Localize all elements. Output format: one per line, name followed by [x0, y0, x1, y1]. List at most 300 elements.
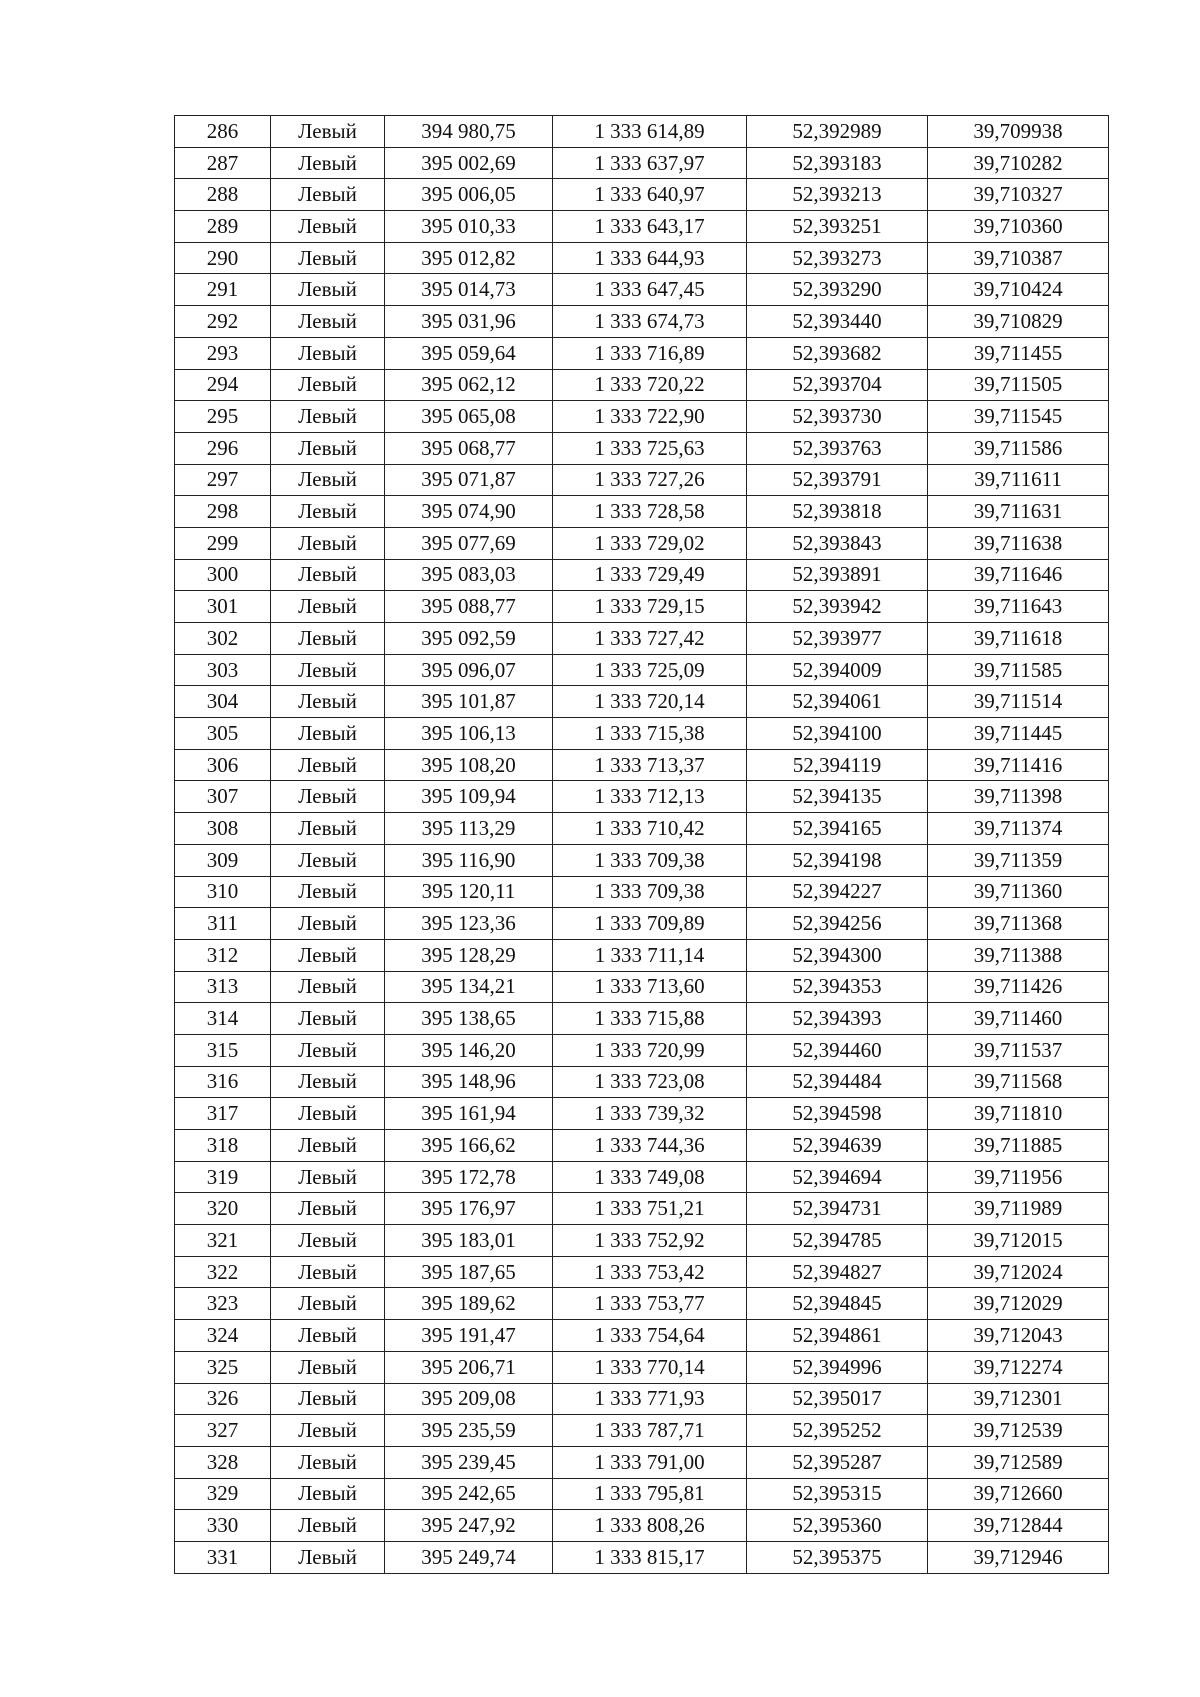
longitude-cell: 39,712301 [928, 1383, 1109, 1415]
y-coordinate-cell: 1 333 728,58 [553, 496, 747, 528]
point-number-cell: 293 [175, 337, 271, 369]
side-cell: Левый [271, 939, 385, 971]
y-coordinate-cell: 1 333 739,32 [553, 1098, 747, 1130]
longitude-cell: 39,711885 [928, 1130, 1109, 1162]
longitude-cell: 39,712844 [928, 1510, 1109, 1542]
x-coordinate-cell: 395 012,82 [385, 242, 553, 274]
latitude-cell: 52,393791 [747, 464, 928, 496]
y-coordinate-cell: 1 333 614,89 [553, 116, 747, 148]
point-number-cell: 297 [175, 464, 271, 496]
point-number-cell: 309 [175, 844, 271, 876]
table-row [175, 1478, 1109, 1510]
longitude-cell: 39,711359 [928, 844, 1109, 876]
y-coordinate-cell: 1 333 709,38 [553, 876, 747, 908]
longitude-cell: 39,712539 [928, 1415, 1109, 1447]
x-coordinate-cell: 395 183,01 [385, 1225, 553, 1257]
side-cell: Левый [271, 432, 385, 464]
latitude-cell: 52,393704 [747, 369, 928, 401]
side-cell: Левый [271, 369, 385, 401]
table-row [175, 939, 1109, 971]
y-coordinate-cell: 1 333 725,09 [553, 654, 747, 686]
x-coordinate-cell: 395 113,29 [385, 813, 553, 845]
x-coordinate-cell: 395 002,69 [385, 147, 553, 179]
x-coordinate-cell: 395 092,59 [385, 623, 553, 655]
side-cell: Левый [271, 401, 385, 433]
point-number-cell: 312 [175, 939, 271, 971]
longitude-cell: 39,710360 [928, 211, 1109, 243]
longitude-cell: 39,711505 [928, 369, 1109, 401]
table-row [175, 116, 1109, 148]
table-row [175, 1320, 1109, 1352]
latitude-cell: 52,392989 [747, 116, 928, 148]
table-row [175, 1193, 1109, 1225]
latitude-cell: 52,393763 [747, 432, 928, 464]
table-row [175, 1098, 1109, 1130]
point-number-cell: 313 [175, 971, 271, 1003]
table-row [175, 432, 1109, 464]
table-row [175, 623, 1109, 655]
side-cell: Левый [271, 1510, 385, 1542]
longitude-cell: 39,711460 [928, 1003, 1109, 1035]
table-row [175, 718, 1109, 750]
y-coordinate-cell: 1 333 787,71 [553, 1415, 747, 1447]
longitude-cell: 39,712660 [928, 1478, 1109, 1510]
longitude-cell: 39,711388 [928, 939, 1109, 971]
latitude-cell: 52,395360 [747, 1510, 928, 1542]
x-coordinate-cell: 395 134,21 [385, 971, 553, 1003]
longitude-cell: 39,710282 [928, 147, 1109, 179]
table-row [175, 179, 1109, 211]
x-coordinate-cell: 395 242,65 [385, 1478, 553, 1510]
y-coordinate-cell: 1 333 710,42 [553, 813, 747, 845]
table-row [175, 844, 1109, 876]
point-number-cell: 329 [175, 1478, 271, 1510]
y-coordinate-cell: 1 333 791,00 [553, 1446, 747, 1478]
longitude-cell: 39,712946 [928, 1541, 1109, 1573]
x-coordinate-cell: 395 247,92 [385, 1510, 553, 1542]
point-number-cell: 323 [175, 1288, 271, 1320]
latitude-cell: 52,394227 [747, 876, 928, 908]
table-row [175, 147, 1109, 179]
latitude-cell: 52,393891 [747, 559, 928, 591]
coordinates-table-body [175, 116, 1109, 1574]
y-coordinate-cell: 1 333 727,26 [553, 464, 747, 496]
latitude-cell: 52,394393 [747, 1003, 928, 1035]
coordinates-table [174, 115, 1109, 1574]
table-row [175, 876, 1109, 908]
table-row [175, 211, 1109, 243]
y-coordinate-cell: 1 333 712,13 [553, 781, 747, 813]
point-number-cell: 330 [175, 1510, 271, 1542]
y-coordinate-cell: 1 333 720,99 [553, 1034, 747, 1066]
side-cell: Левый [271, 1066, 385, 1098]
longitude-cell: 39,711646 [928, 559, 1109, 591]
latitude-cell: 52,394061 [747, 686, 928, 718]
point-number-cell: 326 [175, 1383, 271, 1415]
side-cell: Левый [271, 1351, 385, 1383]
x-coordinate-cell: 395 172,78 [385, 1161, 553, 1193]
longitude-cell: 39,711545 [928, 401, 1109, 433]
x-coordinate-cell: 395 065,08 [385, 401, 553, 433]
longitude-cell: 39,711618 [928, 623, 1109, 655]
latitude-cell: 52,395017 [747, 1383, 928, 1415]
longitude-cell: 39,711514 [928, 686, 1109, 718]
latitude-cell: 52,394300 [747, 939, 928, 971]
side-cell: Левый [271, 337, 385, 369]
longitude-cell: 39,712043 [928, 1320, 1109, 1352]
side-cell: Левый [271, 654, 385, 686]
y-coordinate-cell: 1 333 674,73 [553, 306, 747, 338]
latitude-cell: 52,395375 [747, 1541, 928, 1573]
x-coordinate-cell: 395 106,13 [385, 718, 553, 750]
y-coordinate-cell: 1 333 729,15 [553, 591, 747, 623]
point-number-cell: 294 [175, 369, 271, 401]
side-cell: Левый [271, 1415, 385, 1447]
side-cell: Левый [271, 1003, 385, 1035]
y-coordinate-cell: 1 333 727,42 [553, 623, 747, 655]
longitude-cell: 39,712274 [928, 1351, 1109, 1383]
latitude-cell: 52,394731 [747, 1193, 928, 1225]
x-coordinate-cell: 394 980,75 [385, 116, 553, 148]
x-coordinate-cell: 395 074,90 [385, 496, 553, 528]
side-cell: Левый [271, 116, 385, 148]
x-coordinate-cell: 395 031,96 [385, 306, 553, 338]
y-coordinate-cell: 1 333 647,45 [553, 274, 747, 306]
x-coordinate-cell: 395 077,69 [385, 527, 553, 559]
table-row [175, 496, 1109, 528]
side-cell: Левый [271, 242, 385, 274]
side-cell: Левый [271, 591, 385, 623]
table-row [175, 908, 1109, 940]
latitude-cell: 52,394198 [747, 844, 928, 876]
point-number-cell: 292 [175, 306, 271, 338]
y-coordinate-cell: 1 333 711,14 [553, 939, 747, 971]
side-cell: Левый [271, 559, 385, 591]
x-coordinate-cell: 395 161,94 [385, 1098, 553, 1130]
x-coordinate-cell: 395 189,62 [385, 1288, 553, 1320]
side-cell: Левый [271, 1383, 385, 1415]
side-cell: Левый [271, 1320, 385, 1352]
latitude-cell: 52,393977 [747, 623, 928, 655]
table-row [175, 1383, 1109, 1415]
longitude-cell: 39,711643 [928, 591, 1109, 623]
latitude-cell: 52,393183 [747, 147, 928, 179]
point-number-cell: 314 [175, 1003, 271, 1035]
latitude-cell: 52,393942 [747, 591, 928, 623]
latitude-cell: 52,394845 [747, 1288, 928, 1320]
latitude-cell: 52,394165 [747, 813, 928, 845]
point-number-cell: 321 [175, 1225, 271, 1257]
y-coordinate-cell: 1 333 722,90 [553, 401, 747, 433]
table-row [175, 686, 1109, 718]
longitude-cell: 39,711374 [928, 813, 1109, 845]
side-cell: Левый [271, 781, 385, 813]
point-number-cell: 307 [175, 781, 271, 813]
table-row [175, 1130, 1109, 1162]
table-row [175, 401, 1109, 433]
table-row [175, 1446, 1109, 1478]
longitude-cell: 39,712015 [928, 1225, 1109, 1257]
point-number-cell: 328 [175, 1446, 271, 1478]
point-number-cell: 288 [175, 179, 271, 211]
point-number-cell: 302 [175, 623, 271, 655]
table-row [175, 971, 1109, 1003]
point-number-cell: 315 [175, 1034, 271, 1066]
latitude-cell: 52,393440 [747, 306, 928, 338]
x-coordinate-cell: 395 006,05 [385, 179, 553, 211]
latitude-cell: 52,394009 [747, 654, 928, 686]
point-number-cell: 331 [175, 1541, 271, 1573]
latitude-cell: 52,393682 [747, 337, 928, 369]
x-coordinate-cell: 395 014,73 [385, 274, 553, 306]
side-cell: Левый [271, 1193, 385, 1225]
longitude-cell: 39,711368 [928, 908, 1109, 940]
table-row [175, 813, 1109, 845]
side-cell: Левый [271, 718, 385, 750]
point-number-cell: 308 [175, 813, 271, 845]
side-cell: Левый [271, 876, 385, 908]
y-coordinate-cell: 1 333 752,92 [553, 1225, 747, 1257]
y-coordinate-cell: 1 333 754,64 [553, 1320, 747, 1352]
longitude-cell: 39,711537 [928, 1034, 1109, 1066]
point-number-cell: 305 [175, 718, 271, 750]
side-cell: Левый [271, 1256, 385, 1288]
point-number-cell: 298 [175, 496, 271, 528]
x-coordinate-cell: 395 187,65 [385, 1256, 553, 1288]
x-coordinate-cell: 395 109,94 [385, 781, 553, 813]
latitude-cell: 52,394827 [747, 1256, 928, 1288]
side-cell: Левый [271, 749, 385, 781]
side-cell: Левый [271, 1225, 385, 1257]
y-coordinate-cell: 1 333 749,08 [553, 1161, 747, 1193]
x-coordinate-cell: 395 083,03 [385, 559, 553, 591]
point-number-cell: 287 [175, 147, 271, 179]
longitude-cell: 39,711568 [928, 1066, 1109, 1098]
longitude-cell: 39,712589 [928, 1446, 1109, 1478]
table-row [175, 781, 1109, 813]
point-number-cell: 306 [175, 749, 271, 781]
x-coordinate-cell: 395 206,71 [385, 1351, 553, 1383]
table-row [175, 1351, 1109, 1383]
point-number-cell: 325 [175, 1351, 271, 1383]
side-cell: Левый [271, 1130, 385, 1162]
table-row [175, 1288, 1109, 1320]
side-cell: Левый [271, 1478, 385, 1510]
y-coordinate-cell: 1 333 720,14 [553, 686, 747, 718]
longitude-cell: 39,711956 [928, 1161, 1109, 1193]
y-coordinate-cell: 1 333 637,97 [553, 147, 747, 179]
longitude-cell: 39,711426 [928, 971, 1109, 1003]
longitude-cell: 39,710829 [928, 306, 1109, 338]
point-number-cell: 324 [175, 1320, 271, 1352]
longitude-cell: 39,712024 [928, 1256, 1109, 1288]
table-row [175, 337, 1109, 369]
longitude-cell: 39,711631 [928, 496, 1109, 528]
side-cell: Левый [271, 1161, 385, 1193]
table-row [175, 654, 1109, 686]
x-coordinate-cell: 395 116,90 [385, 844, 553, 876]
y-coordinate-cell: 1 333 729,49 [553, 559, 747, 591]
point-number-cell: 290 [175, 242, 271, 274]
y-coordinate-cell: 1 333 723,08 [553, 1066, 747, 1098]
latitude-cell: 52,394639 [747, 1130, 928, 1162]
side-cell: Левый [271, 623, 385, 655]
y-coordinate-cell: 1 333 771,93 [553, 1383, 747, 1415]
y-coordinate-cell: 1 333 644,93 [553, 242, 747, 274]
side-cell: Левый [271, 686, 385, 718]
side-cell: Левый [271, 813, 385, 845]
x-coordinate-cell: 395 249,74 [385, 1541, 553, 1573]
x-coordinate-cell: 395 108,20 [385, 749, 553, 781]
side-cell: Левый [271, 306, 385, 338]
y-coordinate-cell: 1 333 753,42 [553, 1256, 747, 1288]
y-coordinate-cell: 1 333 715,38 [553, 718, 747, 750]
x-coordinate-cell: 395 120,11 [385, 876, 553, 908]
y-coordinate-cell: 1 333 815,17 [553, 1541, 747, 1573]
point-number-cell: 303 [175, 654, 271, 686]
x-coordinate-cell: 395 209,08 [385, 1383, 553, 1415]
point-number-cell: 296 [175, 432, 271, 464]
longitude-cell: 39,709938 [928, 116, 1109, 148]
longitude-cell: 39,711360 [928, 876, 1109, 908]
y-coordinate-cell: 1 333 709,38 [553, 844, 747, 876]
y-coordinate-cell: 1 333 709,89 [553, 908, 747, 940]
side-cell: Левый [271, 147, 385, 179]
longitude-cell: 39,710327 [928, 179, 1109, 211]
table-row [175, 1066, 1109, 1098]
table-row [175, 1161, 1109, 1193]
latitude-cell: 52,393290 [747, 274, 928, 306]
y-coordinate-cell: 1 333 795,81 [553, 1478, 747, 1510]
latitude-cell: 52,394785 [747, 1225, 928, 1257]
table-row [175, 242, 1109, 274]
y-coordinate-cell: 1 333 720,22 [553, 369, 747, 401]
x-coordinate-cell: 395 059,64 [385, 337, 553, 369]
y-coordinate-cell: 1 333 713,37 [553, 749, 747, 781]
longitude-cell: 39,711416 [928, 749, 1109, 781]
point-number-cell: 318 [175, 1130, 271, 1162]
x-coordinate-cell: 395 101,87 [385, 686, 553, 718]
side-cell: Левый [271, 527, 385, 559]
x-coordinate-cell: 395 088,77 [385, 591, 553, 623]
latitude-cell: 52,394353 [747, 971, 928, 1003]
table-row [175, 1541, 1109, 1573]
side-cell: Левый [271, 1541, 385, 1573]
side-cell: Левый [271, 1098, 385, 1130]
x-coordinate-cell: 395 146,20 [385, 1034, 553, 1066]
x-coordinate-cell: 395 123,36 [385, 908, 553, 940]
latitude-cell: 52,394694 [747, 1161, 928, 1193]
x-coordinate-cell: 395 191,47 [385, 1320, 553, 1352]
point-number-cell: 316 [175, 1066, 271, 1098]
point-number-cell: 319 [175, 1161, 271, 1193]
side-cell: Левый [271, 464, 385, 496]
point-number-cell: 295 [175, 401, 271, 433]
longitude-cell: 39,711989 [928, 1193, 1109, 1225]
table-row [175, 306, 1109, 338]
side-cell: Левый [271, 908, 385, 940]
longitude-cell: 39,710424 [928, 274, 1109, 306]
side-cell: Левый [271, 274, 385, 306]
y-coordinate-cell: 1 333 770,14 [553, 1351, 747, 1383]
table-row [175, 1034, 1109, 1066]
longitude-cell: 39,711611 [928, 464, 1109, 496]
y-coordinate-cell: 1 333 729,02 [553, 527, 747, 559]
x-coordinate-cell: 395 148,96 [385, 1066, 553, 1098]
table-row [175, 559, 1109, 591]
y-coordinate-cell: 1 333 643,17 [553, 211, 747, 243]
table-row [175, 274, 1109, 306]
longitude-cell: 39,711445 [928, 718, 1109, 750]
y-coordinate-cell: 1 333 640,97 [553, 179, 747, 211]
point-number-cell: 291 [175, 274, 271, 306]
x-coordinate-cell: 395 062,12 [385, 369, 553, 401]
x-coordinate-cell: 395 068,77 [385, 432, 553, 464]
x-coordinate-cell: 395 235,59 [385, 1415, 553, 1447]
point-number-cell: 311 [175, 908, 271, 940]
longitude-cell: 39,711398 [928, 781, 1109, 813]
table-row [175, 591, 1109, 623]
side-cell: Левый [271, 1288, 385, 1320]
x-coordinate-cell: 395 010,33 [385, 211, 553, 243]
table-row [175, 1003, 1109, 1035]
latitude-cell: 52,393843 [747, 527, 928, 559]
longitude-cell: 39,711585 [928, 654, 1109, 686]
point-number-cell: 304 [175, 686, 271, 718]
table-row [175, 1415, 1109, 1447]
x-coordinate-cell: 395 176,97 [385, 1193, 553, 1225]
side-cell: Левый [271, 1034, 385, 1066]
point-number-cell: 322 [175, 1256, 271, 1288]
y-coordinate-cell: 1 333 744,36 [553, 1130, 747, 1162]
side-cell: Левый [271, 179, 385, 211]
x-coordinate-cell: 395 166,62 [385, 1130, 553, 1162]
y-coordinate-cell: 1 333 713,60 [553, 971, 747, 1003]
latitude-cell: 52,394861 [747, 1320, 928, 1352]
latitude-cell: 52,394100 [747, 718, 928, 750]
longitude-cell: 39,710387 [928, 242, 1109, 274]
longitude-cell: 39,711586 [928, 432, 1109, 464]
latitude-cell: 52,394484 [747, 1066, 928, 1098]
latitude-cell: 52,393251 [747, 211, 928, 243]
longitude-cell: 39,712029 [928, 1288, 1109, 1320]
x-coordinate-cell: 395 071,87 [385, 464, 553, 496]
longitude-cell: 39,711455 [928, 337, 1109, 369]
point-number-cell: 327 [175, 1415, 271, 1447]
latitude-cell: 52,394598 [747, 1098, 928, 1130]
x-coordinate-cell: 395 138,65 [385, 1003, 553, 1035]
latitude-cell: 52,393818 [747, 496, 928, 528]
y-coordinate-cell: 1 333 808,26 [553, 1510, 747, 1542]
latitude-cell: 52,395252 [747, 1415, 928, 1447]
table-row [175, 464, 1109, 496]
side-cell: Левый [271, 844, 385, 876]
x-coordinate-cell: 395 239,45 [385, 1446, 553, 1478]
latitude-cell: 52,395287 [747, 1446, 928, 1478]
point-number-cell: 320 [175, 1193, 271, 1225]
point-number-cell: 300 [175, 559, 271, 591]
x-coordinate-cell: 395 096,07 [385, 654, 553, 686]
table-row [175, 527, 1109, 559]
point-number-cell: 317 [175, 1098, 271, 1130]
side-cell: Левый [271, 211, 385, 243]
table-row [175, 369, 1109, 401]
latitude-cell: 52,394996 [747, 1351, 928, 1383]
table-row [175, 749, 1109, 781]
point-number-cell: 289 [175, 211, 271, 243]
latitude-cell: 52,395315 [747, 1478, 928, 1510]
y-coordinate-cell: 1 333 751,21 [553, 1193, 747, 1225]
